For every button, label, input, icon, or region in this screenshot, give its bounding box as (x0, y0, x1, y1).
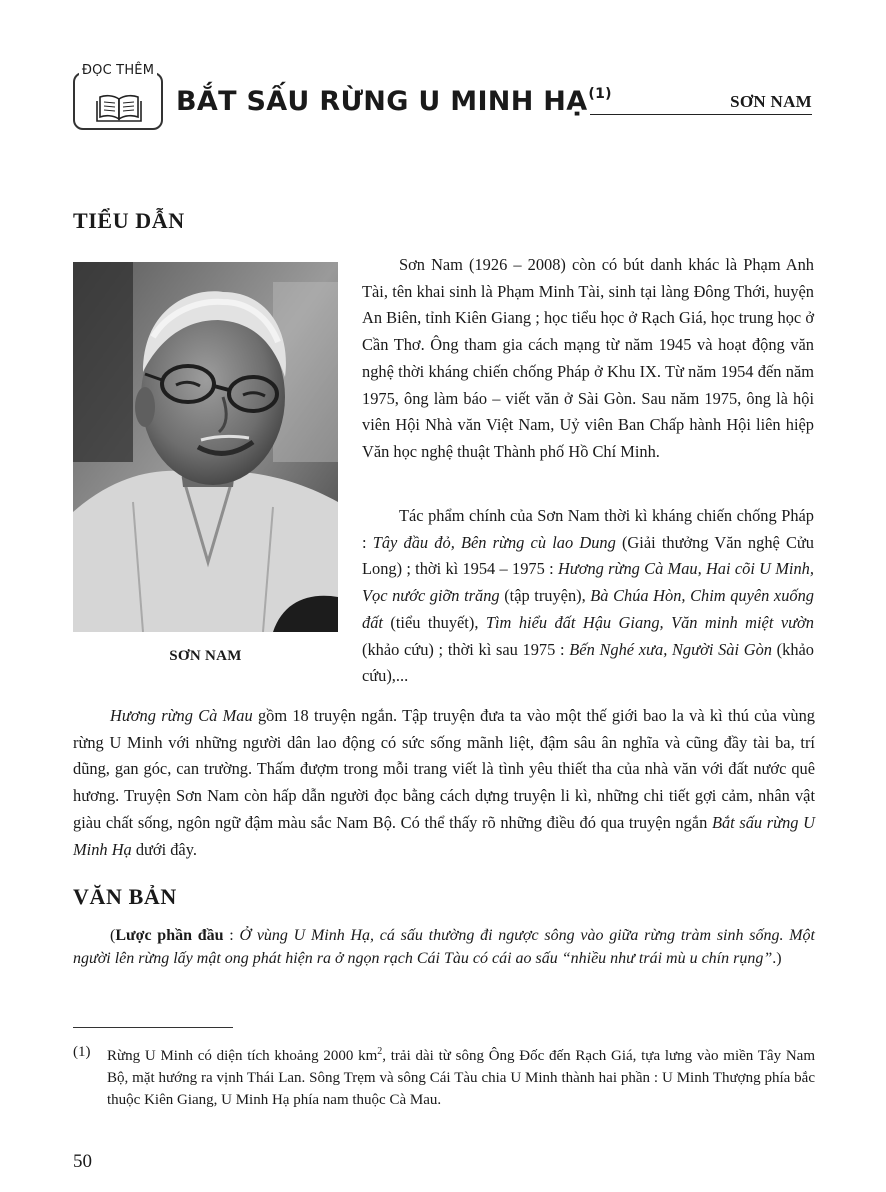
text-segment: Bắt sấu rừng U Minh Hạ (73, 812, 815, 859)
text-segment: gồm 18 truyện ngắn. Tập truyện đưa ta vào một thế giới bao la và kì thú của vùng rừng U Minh với những người dân lao động có sức sống mãnh liệt, đậm sâu ân nghĩa và cũng đầy tài ba, trí dũng, gan góc, can trường. Thấm đượm trong mỗi trang viết là tình yêu thiết tha của nhà văn với đất nước quê hương. Truyện Sơn Nam còn hấp dẫn người đọc bằng cách dựng truyện li kì, những chi tiết gợi cảm, nhân vật giàu chất sống, ngôn ngữ đậm màu sắc Nam Bộ. Có thể thấy rõ những điều đó qua truyện ngắn (73, 706, 815, 832)
text-segment: Hương rừng Cà Mau (110, 706, 253, 725)
footnote-separator (73, 1027, 233, 1028)
text-segment: dưới đây. (131, 839, 197, 859)
text-segment: Hương rừng Cà Mau, Hai cõi U Minh, Vọc nước giỡn trăng (362, 559, 814, 606)
text-segment: ( (110, 927, 116, 944)
text-segment: (khảo cứu),... (362, 639, 814, 686)
title-footnote-mark[interactable]: (1) (588, 86, 612, 102)
story-title (176, 86, 612, 117)
open-book-icon (96, 93, 142, 123)
text-segment: (Giải thưởng Văn nghệ Cửu Long) ; thời kì 1954 – 1975 : (362, 532, 814, 579)
author-portrait (73, 262, 338, 632)
text-segment: (tập truyện), (499, 586, 591, 606)
text-segment: Lược phần đầu (115, 927, 224, 944)
portrait-caption: SƠN NAM (169, 648, 242, 664)
footnote (73, 1041, 815, 1111)
works-paragraph (362, 503, 814, 690)
text-segment: Tìm hiểu đất Hậu Giang, Văn minh miệt vườn (485, 612, 814, 632)
text-segment: Sơn Nam (1926 – 2008) còn có bút danh khác là Phạm Anh Tài, tên khai sinh là Phạm Minh Tài, sinh tại làng Đông Thới, huyện An Biên, tỉnh Kiên Giang ; học tiểu học ở Rạch Giá, học trung học ở Cần Thơ. Ông tham gia cách mạng từ năm 1945 và hoạt động văn nghệ thời kháng chiến chống Pháp ở Khu IX. Từ năm 1954 đến năm 1975, ông làm báo – viết văn ở Sài Gòn. Sau năm 1975, ông là hội viên Hội Nhà văn Việt Nam, Uỷ viên Ban Chấp hành Hội liên hiệp Văn học nghệ thuật Thành phố Hồ Chí Minh. (362, 255, 814, 461)
text-segment: .) (772, 949, 782, 967)
text-segment: Ở vùng U Minh Hạ, cá sấu thường đi ngược sông vào giữa rừng tràm sinh sống. Một người lên rừng lấy mật ong phát hiện ra ở ngọn rạch Cái Tàu có cái ao sấu “nhiều như trái mù u chín rụng” (73, 927, 815, 967)
footnote-text-part-2: , trải dài từ sông Ông Đốc đến Rạch Giá, tựa lưng vào miền Tây Nam Bộ, mặt hướng ra vịnh Thái Lan. Sông Trẹm và sông Cái Tàu chia U Minh thành hai phần : U Minh Thượng phía bắc thuộc Kiên Giang, U Minh Hạ phía nam thuộc Cà Mau. (107, 1048, 815, 1108)
bio-paragraph (362, 252, 814, 466)
text-segment: Bến Nghé xưa, Người Sài Gòn (569, 639, 772, 659)
footnote-text (107, 1041, 815, 1111)
text-segment: Tác phẩm chính của Sơn Nam thời kì kháng chiến chống Pháp : (362, 506, 814, 552)
footnote-text-part-1: Rừng U Minh có diện tích khoảng 2000 km (107, 1048, 378, 1064)
collection-paragraph (73, 703, 815, 863)
intro-heading: TIỂU DẪN (73, 208, 185, 233)
title-underline (590, 114, 812, 115)
story-title-text: BẮT SẤU RỪNG U MINH HẠ (176, 86, 588, 117)
doc-them-badge (73, 63, 163, 130)
text-segment: Bà Chúa Hòn, Chim quyên xuống đất (362, 586, 814, 632)
text-segment: Tây đầu đỏ, Bên rừng cù lao Dung (372, 532, 616, 552)
text-segment: (tiểu thuyết), (382, 612, 486, 632)
footnote-mark: (1) (73, 1044, 91, 1060)
omitted-part-summary (73, 925, 815, 970)
author-name: SƠN NAM (730, 92, 812, 111)
text-segment: (khảo cứu) ; thời kì sau 1975 : (362, 639, 570, 659)
portrait-image (73, 262, 338, 632)
text-segment: : (223, 927, 240, 944)
page-number: 50 (73, 1151, 92, 1172)
text-heading: VĂN BẢN (73, 884, 177, 909)
badge-label: ĐỌC THÊM (79, 63, 157, 78)
footnote-superscript: 2 (377, 1046, 383, 1057)
